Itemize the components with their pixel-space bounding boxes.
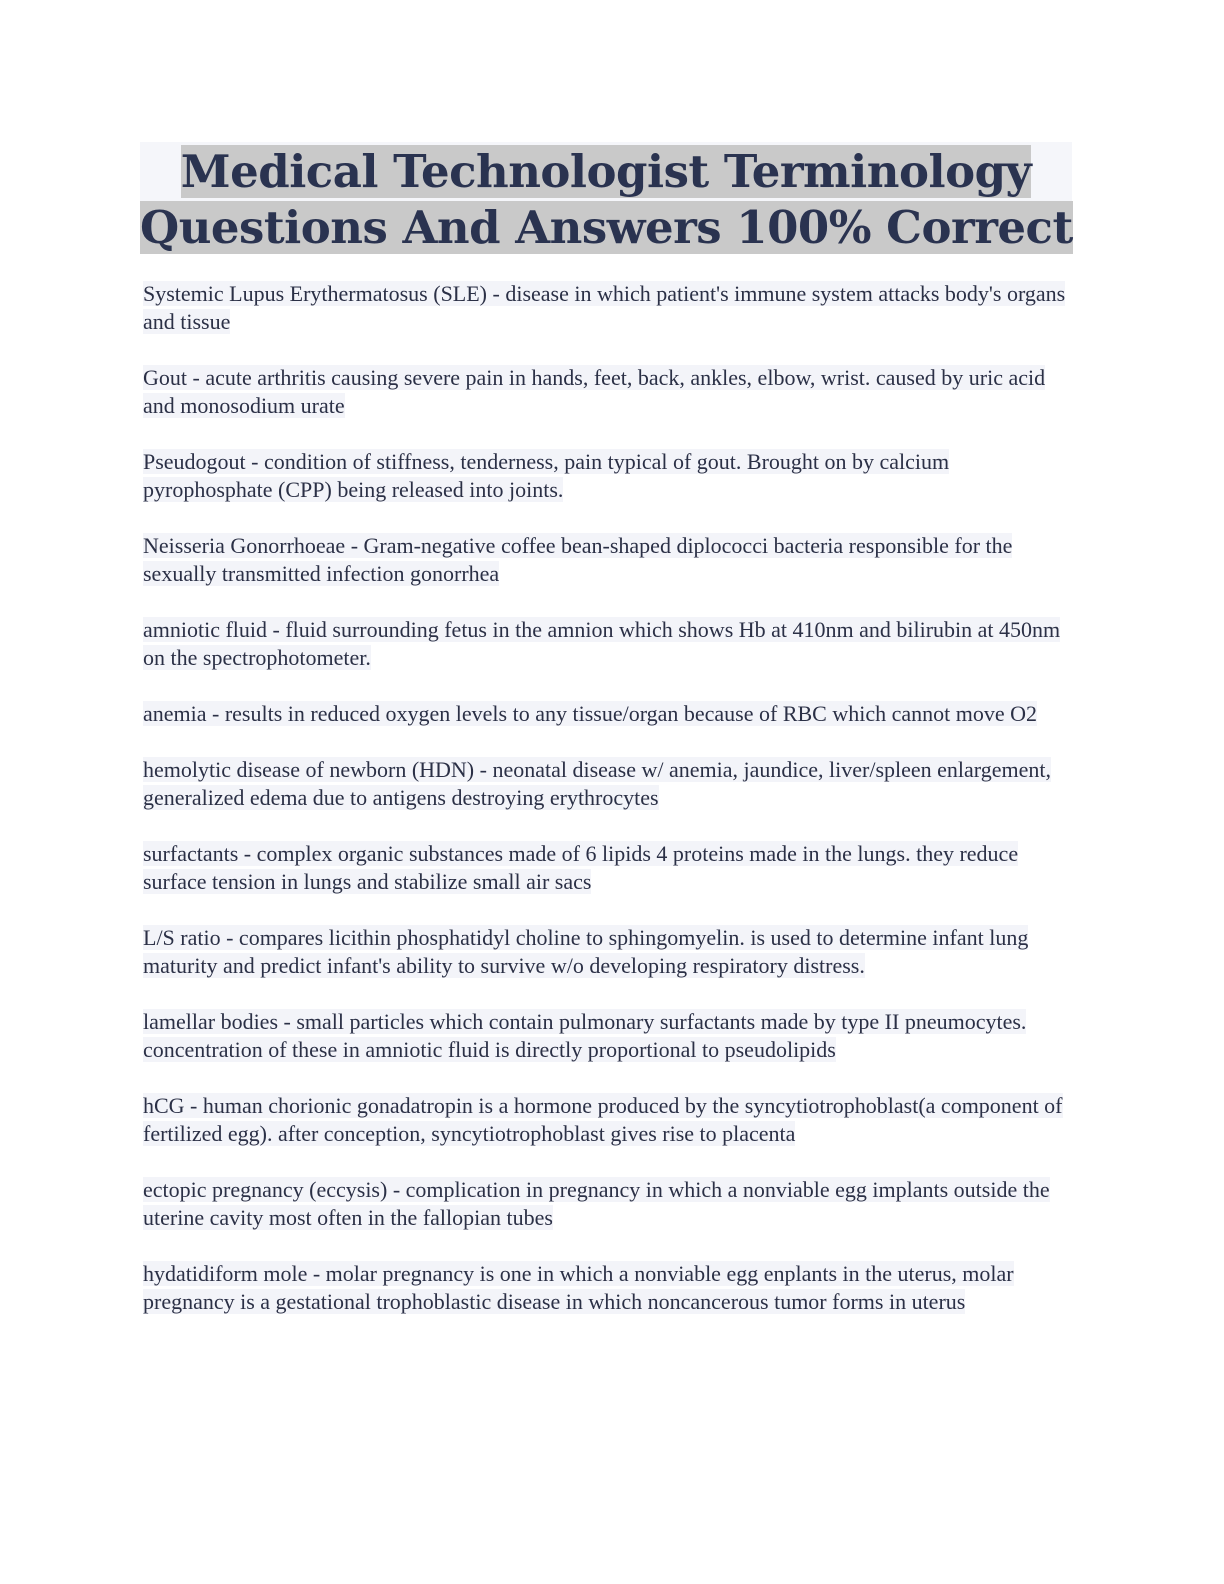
term-entry xyxy=(143,1008,1073,1064)
term-entry-text: surfactants - complex organic substances made of 6 lipids 4 proteins made in the lungs. they reduce surface tension in lungs and stabilize small air sacs xyxy=(143,841,1019,894)
term-entry-text: Systemic Lupus Erythermatosus (SLE) - disease in which patient's immune system attacks body's organs and tissue xyxy=(143,281,1066,334)
term-entry xyxy=(143,1176,1073,1232)
term-entry xyxy=(143,532,1073,588)
term-entry-text: lamellar bodies - small particles which contain pulmonary surfactants made by type II pneumocytes. concentration of these in amniotic fluid is directly proportional to pseudolipids xyxy=(143,1009,1027,1062)
term-entry-text: Neisseria Gonorrhoeae - Gram-negative coffee bean-shaped diplococci bacteria responsible for the sexually transmitted infection gonorrhea xyxy=(143,533,1013,586)
term-entry-text: amniotic fluid - fluid surrounding fetus in the amnion which shows Hb at 410nm and bilirubin at 450nm on the spectrophotometer. xyxy=(143,617,1061,670)
term-entry xyxy=(143,1092,1073,1148)
term-entry xyxy=(143,616,1073,672)
term-entry xyxy=(143,840,1073,896)
term-entry xyxy=(143,700,1073,728)
term-entry-text: hemolytic disease of newborn (HDN) - neonatal disease w/ anemia, jaundice, liver/spleen enlargement, generalized edema due to antigens destroying erythrocytes xyxy=(143,757,1051,810)
term-entry xyxy=(143,1260,1073,1316)
term-entry-text: hydatidiform mole - molar pregnancy is one in which a nonviable egg enplants in the uterus, molar pregnancy is a gestational trophoblastic disease in which noncancerous tumor forms in uterus xyxy=(143,1261,1014,1314)
term-entry-text: L/S ratio - compares licithin phosphatidyl choline to sphingomyelin. is used to determine infant lung maturity and predict infant's ability to survive w/o developing respiratory distress. xyxy=(143,925,1029,978)
document-page xyxy=(140,142,1072,1344)
term-entry xyxy=(143,756,1073,812)
term-entry xyxy=(143,364,1073,420)
term-entry xyxy=(143,924,1073,980)
term-entry-text: ectopic pregnancy (eccysis) - complication in pregnancy in which a nonviable egg implants outside the uterine cavity most often in the fallopian tubes xyxy=(143,1177,1050,1230)
term-entry-text: Gout - acute arthritis causing severe pain in hands, feet, back, ankles, elbow, wrist. caused by uric acid and monosodium urate xyxy=(143,365,1046,418)
title-line-2: Questions And Answers 100% Correct xyxy=(140,201,1073,254)
title-line-1: Medical Technologist Terminology xyxy=(180,145,1032,198)
term-list xyxy=(140,280,1072,1316)
term-entry xyxy=(143,280,1073,336)
term-entry-text: anemia - results in reduced oxygen levels to any tissue/organ because of RBC which cannot move O2 xyxy=(143,701,1038,726)
term-entry-text: hCG - human chorionic gonadatropin is a hormone produced by the syncytiotrophoblast(a component of fertilized egg). after conception, syncytiotrophoblast gives rise to placenta xyxy=(143,1093,1063,1146)
term-entry-text: Pseudogout - condition of stiffness, tenderness, pain typical of gout. Brought on by calcium pyrophosphate (CPP) being released into joints. xyxy=(143,449,950,502)
term-entry xyxy=(143,448,1073,504)
document-title xyxy=(140,142,1072,252)
